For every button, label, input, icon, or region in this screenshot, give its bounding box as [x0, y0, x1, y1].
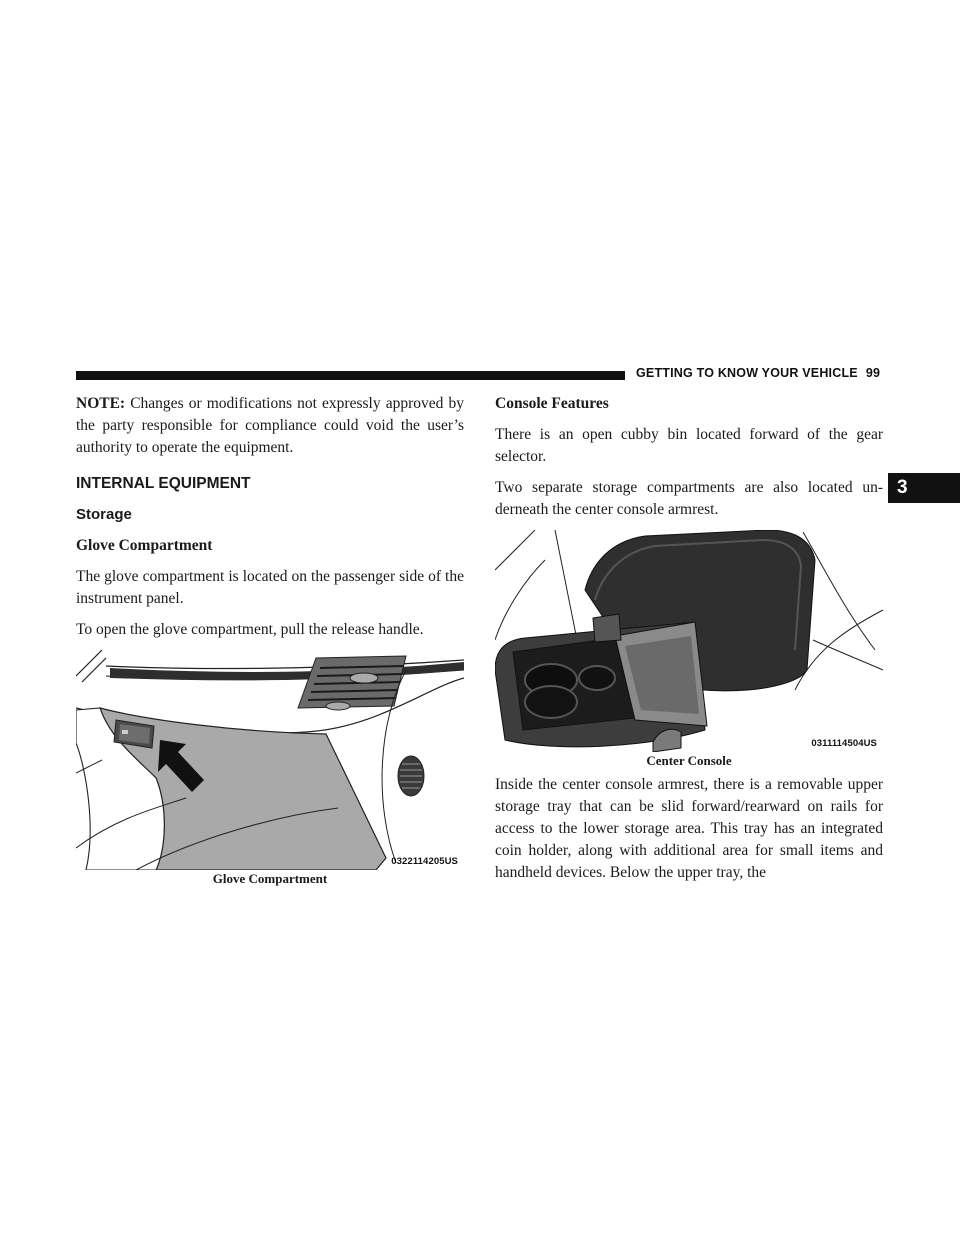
- section-heading: INTERNAL EQUIPMENT: [76, 475, 251, 492]
- storage-heading: Storage: [76, 506, 132, 523]
- header-title: GETTING TO KNOW YOUR VEHICLE: [636, 366, 858, 380]
- glove-compartment-figure: [76, 648, 464, 870]
- header-rule: [76, 371, 625, 380]
- glove-compartment-illustration: [76, 648, 464, 870]
- glove-paragraph-2: To open the glove compartment, pull the release handle.: [76, 621, 424, 638]
- center-console-illustration: [495, 530, 883, 752]
- running-header: [636, 366, 880, 380]
- figure-code: 0311114504US: [811, 738, 877, 749]
- figure-code: 0322114205US: [391, 856, 458, 867]
- console-paragraph-2: Two separate storage compartments are also located un- derneath the center console armrest.: [495, 479, 883, 518]
- figure-caption: Glove Compartment: [212, 871, 328, 886]
- figure-caption: Center Console: [646, 753, 732, 768]
- page-number: 99: [865, 366, 881, 380]
- note-paragraph: [76, 393, 464, 459]
- center-console-figure: [495, 530, 883, 752]
- glove-heading: Glove Compartment: [76, 537, 213, 554]
- note-label: NOTE:: [76, 395, 126, 412]
- right-column: [495, 393, 883, 884]
- console-paragraph-3: Inside the center console armrest, there is a removable upper storage tray that can be slid forward/rearward on rails for access to the lower storage area. This tray has an integrated coin holder, along with additional area for small items and handheld devices. Below the upper tray, the: [495, 776, 883, 881]
- left-column: [76, 393, 464, 888]
- chapter-tab[interactable]: 3: [888, 473, 960, 503]
- console-heading: Console Features: [495, 395, 609, 412]
- note-text: Changes or modifications not expressly approved by the party responsible for compliance could void the user’s authority to operate the equipment.: [76, 395, 464, 456]
- glove-paragraph-1: The glove compartment is located on the passenger side of the instrument panel.: [76, 568, 464, 607]
- console-paragraph-1: There is an open cubby bin located forward of the gear selector.: [495, 426, 883, 465]
